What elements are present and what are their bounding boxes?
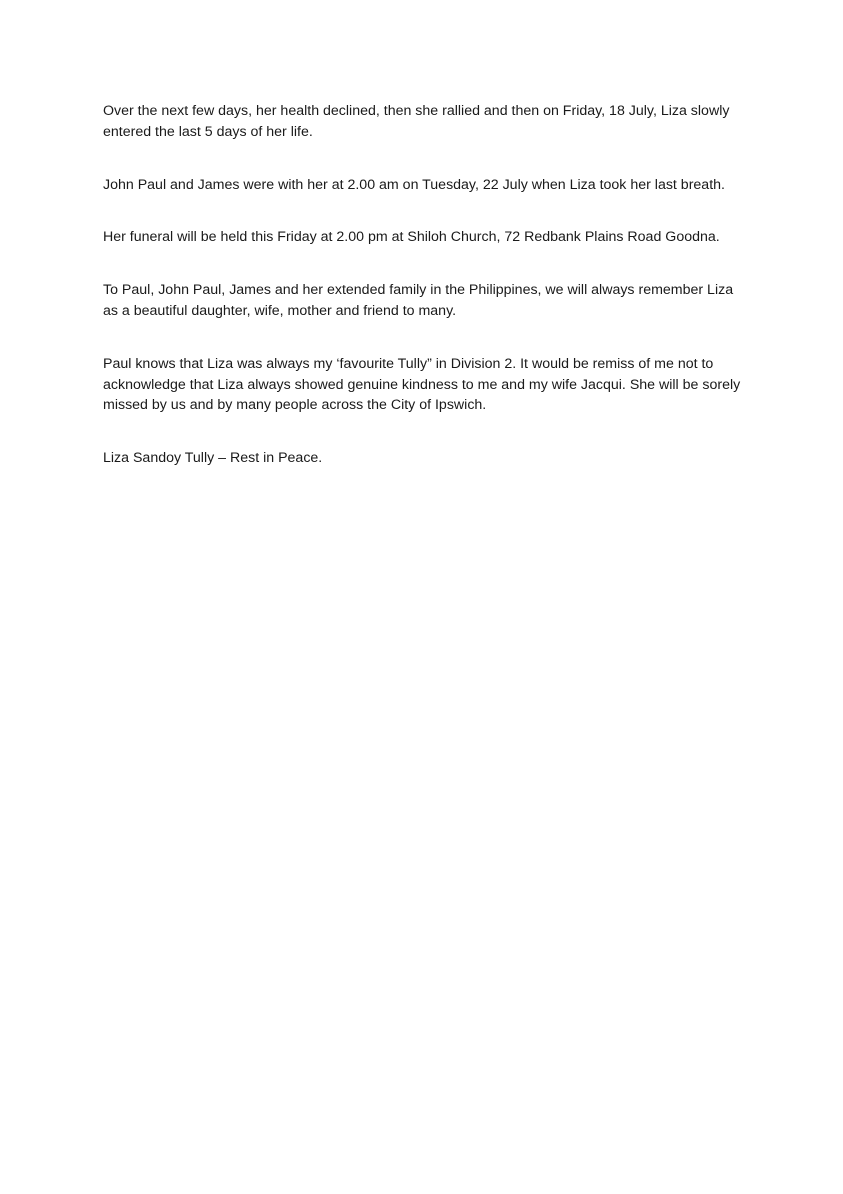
- paragraph-family-remembrance: To Paul, John Paul, James and her extended family in the Philippines, we will always remember Liza as a beautiful daughter, wife, mother and friend to many.: [103, 282, 734, 319]
- paragraph-funeral-details: Her funeral will be held this Friday at 2.00 pm at Shiloh Church, 72 Redbank Plains Road Goodna.: [103, 229, 720, 246]
- closing-line: Liza Sandoy Tully – Rest in Peace.: [103, 450, 323, 467]
- document-body: [103, 101, 743, 469]
- paragraph-health-decline: Over the next few days, her health declined, then she rallied and then on Friday, 18 July, Liza slowly entered the last 5 days of her life.: [103, 103, 730, 140]
- paragraph-last-breath: John Paul and James were with her at 2.00 am on Tuesday, 22 July when Liza took her last breath.: [103, 176, 725, 193]
- paragraph-personal-tribute: Paul knows that Liza was always my ‘favourite Tully” in Division 2. It would be remiss of me not to acknowledge that Liza always showed genuine kindness to me and my wife Jacqui. She will be sorely missed by us and by many people across the City of Ipswich.: [103, 355, 741, 414]
